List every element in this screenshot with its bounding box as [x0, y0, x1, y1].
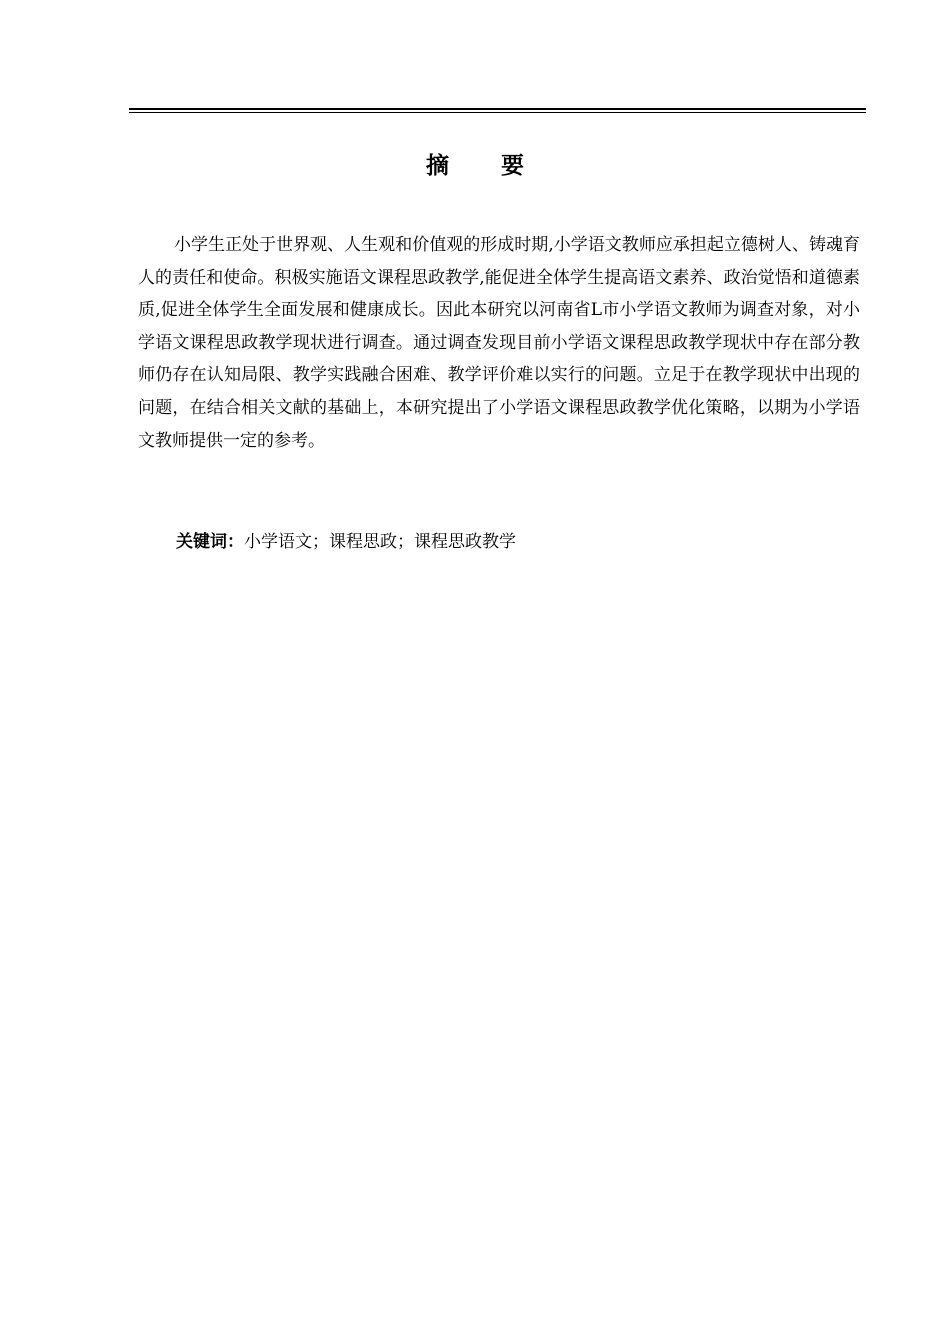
header-double-rule [129, 108, 866, 113]
keywords-value: 小学语文；课程思政；课程思政教学 [244, 532, 516, 552]
header-rule-thick [129, 108, 866, 110]
keywords-line [176, 527, 860, 557]
keywords-label: 关键词： [176, 532, 244, 552]
header-rule-thin [129, 112, 866, 113]
abstract-title: 摘 要 [425, 152, 546, 179]
abstract-body: 小学生正处于世界观、人生观和价值观的形成时期,小学语文教师应承担起立德树人、铸魂育人的责任和使命。积极实施语文课程思政教学,能促进全体学生提高语文素养、政治觉悟和道德素质,促进全体学生全面发展和健康成长。因此本研究以河南省L市小学语文教师为调查对象，对小学语文课程思政教学现状进行调查。通过调查发现目前小学语文课程思政教学现状中存在部分教师仍存在认知局限、教学实践融合困难、教学评价难以实行的问题。立足于在教学现状中出现的问题，在结合相关文献的基础上，本研究提出了小学语文课程思政教学优化策略，以期为小学语文教师提供一定的参考。 [138, 235, 860, 451]
